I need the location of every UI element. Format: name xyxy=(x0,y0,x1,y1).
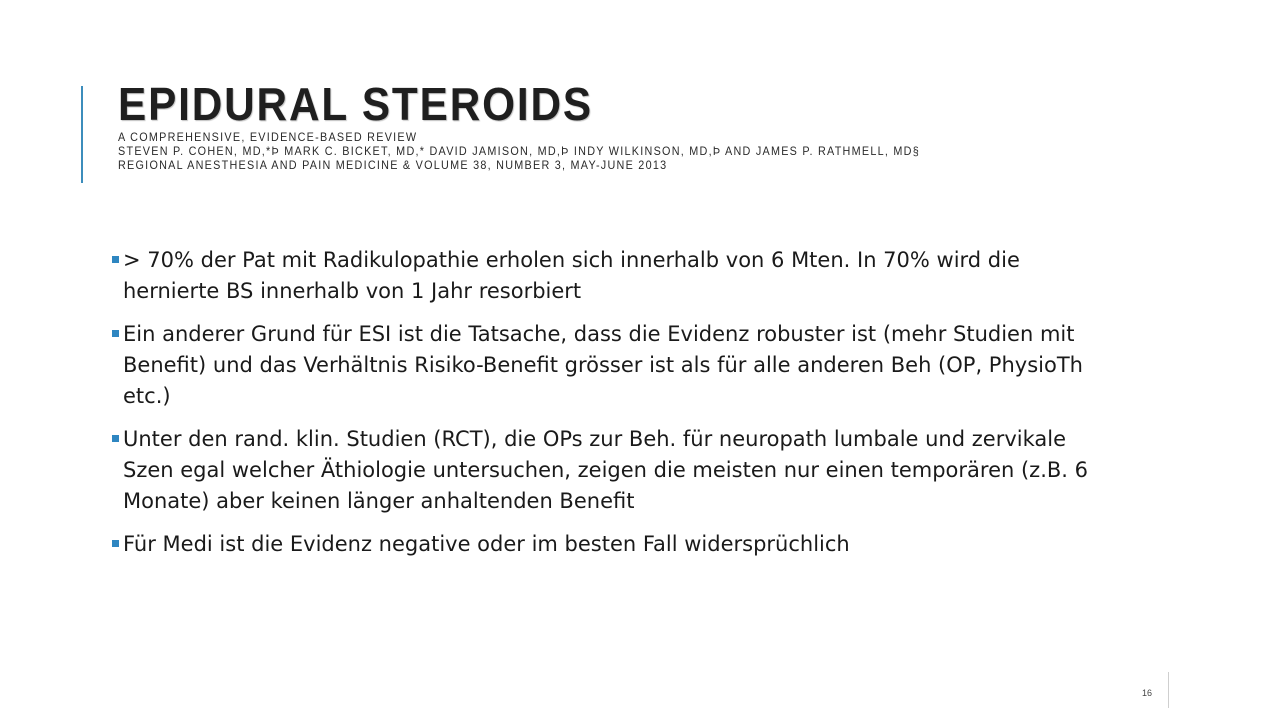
bullet-text: Ein anderer Grund für ESI ist die Tatsache, dass die Evidenz robuster ist (mehr Studien mit Benefit) und das Verhältnis Risiko-Benefit grösser ist als für alle anderen Beh (OP, PhysioTh etc.) xyxy=(123,322,1083,408)
bullet-text: Unter den rand. klin. Studien (RCT), die OPs zur Beh. für neuropath lumbale und zervikale Szen egal welcher Äthiologie untersuchen, zeigen die meisten nur einen temporären (z.B. 6 Monate) aber keinen länger anhaltenden Benefit xyxy=(123,427,1088,513)
bullet-item xyxy=(112,424,1122,517)
bullet-text: > 70% der Pat mit Radikulopathie erholen sich innerhalb von 6 Mten. In 70% wird die hernierte BS innerhalb von 1 Jahr resorbiert xyxy=(123,248,1020,303)
citation-line: REGIONAL ANESTHESIA AND PAIN MEDICINE & VOLUME 38, NUMBER 3, MAY-JUNE 2013 xyxy=(118,158,668,172)
authors-line: STEVEN P. COHEN, MD,*Þ MARK C. BICKET, MD,* DAVID JAMISON, MD,Þ INDY WILKINSON, MD,Þ AND JAMES P. RATHMELL, MD§ xyxy=(118,144,920,158)
square-bullet-icon xyxy=(112,256,119,263)
subtitle-block xyxy=(118,130,1218,172)
square-bullet-icon xyxy=(112,540,119,547)
bullet-list xyxy=(112,245,1122,572)
bullet-text: Für Medi ist die Evidenz negative oder im besten Fall widersprüchlich xyxy=(123,532,850,556)
slide-title: EPIDURAL STEROIDS xyxy=(118,78,593,130)
page-number-divider xyxy=(1168,672,1169,708)
bullet-item xyxy=(112,319,1122,412)
square-bullet-icon xyxy=(112,435,119,442)
square-bullet-icon xyxy=(112,330,119,337)
page-number: 16 xyxy=(1142,688,1153,698)
title-accent-bar xyxy=(81,86,83,183)
bullet-item xyxy=(112,245,1122,307)
subtitle-line: A COMPREHENSIVE, EVIDENCE-BASED REVIEW xyxy=(118,130,418,144)
bullet-item xyxy=(112,529,1122,560)
title-block xyxy=(118,80,1218,172)
